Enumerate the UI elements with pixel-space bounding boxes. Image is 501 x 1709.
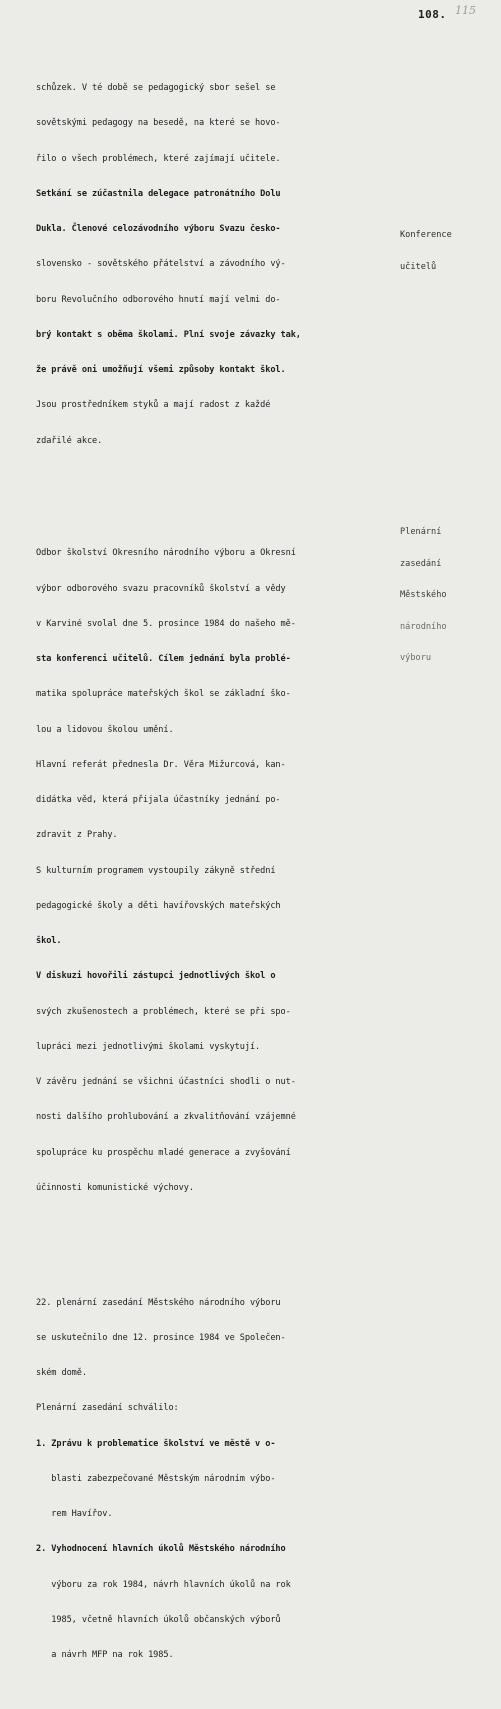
list-item: 2. Vyhodnocení hlavních úkolů Městského národního xyxy=(36,1544,286,1555)
text-line: 22. plenární zasedání Městského národního výboru xyxy=(36,1297,281,1308)
text-line: S kulturním programem vystoupily zákyně střední xyxy=(36,865,276,876)
text-line: ském domě. xyxy=(36,1368,87,1378)
text-line: rem Havířov. xyxy=(36,1509,113,1519)
main-text xyxy=(36,36,396,1709)
corner-pencil-mark: 115 xyxy=(455,4,476,17)
text-line: zdařilé akce. xyxy=(36,435,103,446)
text-line: Hlavní referát přednesla Dr. Věra Mižurcová, kan- xyxy=(36,759,286,770)
text-line: svých zkušenostech a problémech, které se při spo- xyxy=(36,1006,291,1017)
text-line: výbor odborového svazu pracovníků školství a vědy xyxy=(36,583,286,594)
margin-note-line: učitelů xyxy=(400,261,437,272)
text-line: brý kontakt s oběma školami. Plní svoje závazky tak, xyxy=(36,329,301,340)
text-line: zdravit z Prahy. xyxy=(36,830,118,841)
text-line: škol. xyxy=(36,936,62,946)
text-line: pedagogické školy a děti havířovských mateřských xyxy=(36,900,281,911)
text-line: schůzek. V té době se pedagogický sbor sešel se xyxy=(36,83,276,93)
text-line: Dukla. Členové celozávodního výboru Svazu česko- xyxy=(36,224,281,234)
margin-note-line: národního xyxy=(400,621,447,632)
margin-note-line: Plenární xyxy=(400,527,442,537)
paragraph-teachers-conference xyxy=(36,525,396,1218)
margin-note-line: Konference xyxy=(400,230,452,240)
text-line: řilo o všech problémech, které zajímají učitele. xyxy=(36,153,281,164)
text-line: 1985, včetně hlavních úkolů občanských výborů xyxy=(36,1614,281,1625)
text-line: V závěru jednání se všichni účastníci shodli o nut- xyxy=(36,1077,296,1087)
text-line: a návrh MFP na rok 1985. xyxy=(36,1650,174,1660)
page-number: 108. xyxy=(418,8,447,21)
text-line: nosti dalšího prohlubování a zkvalitňování vzájemné xyxy=(36,1112,296,1123)
text-line: V diskuzi hovořili zástupci jednotlivých škol o xyxy=(36,971,276,982)
text-line: se uskutečnilo dne 12. prosince 1984 ve Společen- xyxy=(36,1332,286,1343)
text-line: blasti zabezpečované Městským národním výbo- xyxy=(36,1473,276,1484)
text-line: lupráci mezi jednotlivými školami vyskytují. xyxy=(36,1041,261,1052)
paragraph-school-contacts xyxy=(36,60,396,471)
text-line: v Karviné svolal dne 5. prosince 1984 do našeho mě- xyxy=(36,618,296,629)
text-line: Odbor školství Okresního národního výboru a Okresní xyxy=(36,548,296,559)
text-line: Setkání se zúčastnila delegace patronátního Dolu xyxy=(36,188,281,199)
text-line: matika spolupráce mateřských škol se základní ško- xyxy=(36,689,291,700)
text-line: boru Revolučního odborového hnutí mají velmi do- xyxy=(36,294,281,305)
text-line: Plenární zasedání schválilo: xyxy=(36,1403,179,1414)
margin-note-plenary xyxy=(400,506,498,685)
text-line: spolupráce ku prospěchu mladé generace a zvyšování xyxy=(36,1147,291,1158)
text-line: účinnosti komunistické výchovy. xyxy=(36,1182,194,1193)
text-line: sovětskými pedagogy na besedě, na které se hovo- xyxy=(36,118,281,129)
text-line: didátka věd, která přijala účastníky jednání po- xyxy=(36,795,281,805)
margin-note-line: zasedání xyxy=(400,558,442,569)
text-line: lou a lidovou školou umění. xyxy=(36,724,174,735)
text-line: sta konferenci učitelů. Cílem jednání byla problé- xyxy=(36,654,291,664)
paragraph-plenary-session xyxy=(36,1274,396,1685)
list-item: 1. Zprávu k problematice školství ve městě v o- xyxy=(36,1438,276,1449)
text-line: výboru za rok 1984, návrh hlavních úkolů na rok xyxy=(36,1579,291,1590)
text-line: Jsou prostředníkem styků a mají radost z každé xyxy=(36,400,271,411)
text-line: že právě oni umožňují všemi způsoby kontakt škol. xyxy=(36,365,286,375)
margin-note-line: Městského xyxy=(400,590,447,600)
margin-note-line: výboru xyxy=(400,653,432,663)
text-line: slovensko - sovětského přátelství a závodního vý- xyxy=(36,259,286,270)
margin-note-conference xyxy=(400,209,498,293)
